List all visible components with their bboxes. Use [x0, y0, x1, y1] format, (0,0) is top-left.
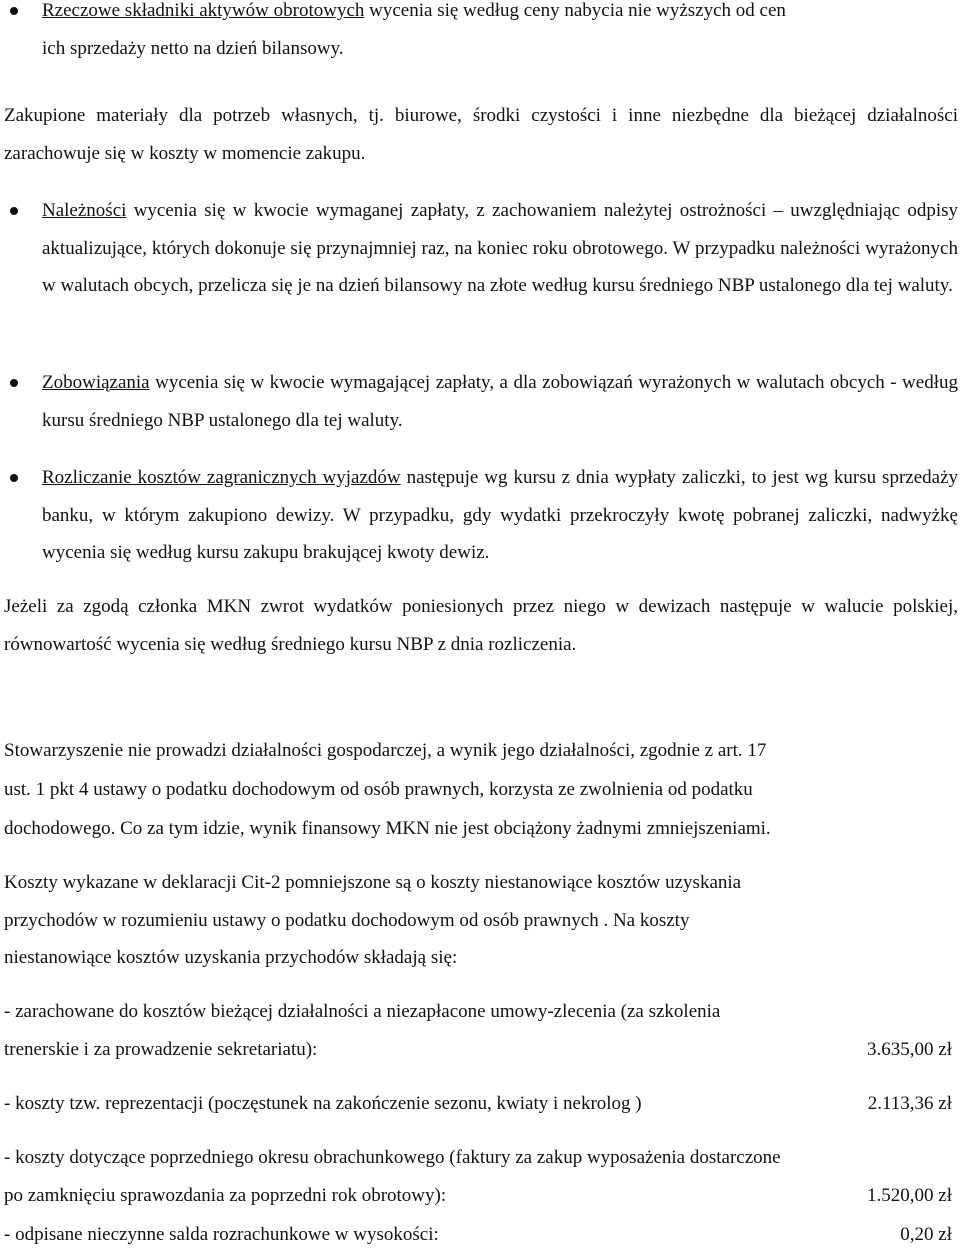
cost-item-inactive-balances: [4, 1216, 952, 1254]
cost-item-amount: 3.635,00 zł: [867, 1038, 952, 1060]
paragraph-association-line-1: Stowarzyszenie nie prowadzi działalności gospodarczej, a wynik jego działalności, zgodnie z art. 17: [4, 740, 767, 761]
bullet-current-assets-continuation: ich sprzedaży netto na dzień bilansowy.: [42, 38, 344, 59]
bullet-text: następuje wg kursu z dnia wypłaty zaliczki, to jest wg kursu sprzedaży banku, w którym zakupiono dewizy. W przypadku, gdy wydatki przekroczyły kwotę pobranej zaliczki, nadwyżkę wycenia się według kursu zakupu brakującej kwoty dewiz.: [42, 467, 958, 563]
cost-item-amount: 0,20 zł: [900, 1224, 952, 1245]
paragraph-costs-line-2: przychodów w rozumieniu ustawy o podatku dochodowym od osób prawnych . Na koszty: [4, 910, 690, 931]
bullet-dot-icon: [10, 474, 18, 482]
bullet-receivables: [42, 192, 958, 305]
cost-item-amount: 1.520,00 zł: [867, 1184, 952, 1206]
bullet-dot-icon: [10, 207, 18, 215]
bullet-lead: Zobowiązania: [42, 372, 150, 393]
cost-item-text: - koszty tzw. reprezentacji (poczęstunek na zakończenie sezonu, kwiaty i nekrolog ): [4, 1093, 642, 1114]
paragraph-costs-line-3: niestanowiące kosztów uzyskania przychodów składają się:: [4, 947, 458, 968]
cost-item-text: - koszty dotyczące poprzedniego okresu obrachunkowego (faktury za zakup wyposażenia dostarczone: [4, 1147, 781, 1168]
bullet-dot-icon: [10, 7, 18, 15]
bullet-dot-icon: [10, 379, 18, 387]
paragraph-materials: Zakupione materiały dla potrzeb własnych, tj. biurowe, środki czystości i inne niezbędne dla bieżącej działalności zarachowuje się w koszty w momencie zakupu.: [4, 105, 958, 164]
paragraph-costs-line-1: Koszty wykazane w deklaracji Cit-2 pomniejszone są o koszty niestanowiące kosztów uzyskania: [4, 872, 742, 893]
paragraph-association-line-3: dochodowego. Co za tym idzie, wynik finansowy MKN nie jest obciążony żadnymi zmniejszeniami.: [4, 818, 771, 839]
bullet-lead: Należności: [42, 200, 127, 221]
bullet-lead: Rzeczowe składniki aktywów obrotowych: [42, 0, 365, 21]
paragraph-association-line-2: ust. 1 pkt 4 ustawy o podatku dochodowym od osób prawnych, korzysta ze zwolnienia od podatku: [4, 779, 753, 800]
cost-item-text: - odpisane nieczynne salda rozrachunkowe w wysokości:: [4, 1224, 439, 1245]
cost-item-text: - zarachowane do kosztów bieżącej działalności a niezapłacone umowy-zlecenia (za szkolenia: [4, 1001, 721, 1022]
cost-item-text: trenerskie i za prowadzenie sekretariatu): 3.635,00 zł: [4, 1031, 952, 1069]
bullet-foreign-trips: [42, 459, 958, 572]
bullet-current-assets: [42, 0, 960, 30]
cost-item-amount: 2.113,36 zł: [867, 1093, 952, 1114]
cost-item-text: po zamknięciu sprawozdania za poprzedni rok obrotowy): 1.520,00 zł: [4, 1177, 952, 1215]
cost-item-contracts: [4, 993, 952, 1068]
cost-item-previous-period: [4, 1139, 952, 1214]
bullet-lead: Rozliczanie kosztów zagranicznych wyjazdów: [42, 467, 401, 488]
cost-item-representation: [4, 1085, 952, 1123]
bullet-liabilities: [42, 364, 958, 439]
bullet-text: wycenia się w kwocie wymagającej zapłaty, a dla zobowiązań wyrażonych w walutach obcych - według kursu średniego NBP ustalonego dla tej waluty.: [42, 372, 958, 431]
bullet-text: wycenia się w kwocie wymaganej zapłaty, z zachowaniem należytej ostrożności – uwzględniając odpisy aktualizujące, których dokonuje się przynajmniej raz, na koniec roku obrotowego. W przypadku należności wyrażonych w walutach obcych, przelicza się je na dzień bilansowy na złote według kursu średniego NBP ustalonego dla tej waluty.: [42, 200, 958, 296]
paragraph-mkn-refund: Jeżeli za zgodą członka MKN zwrot wydatków poniesionych przez niego w dewizach następuje w walucie polskiej, równowartość wycenia się według średniego kursu NBP z dnia rozliczenia.: [4, 596, 958, 655]
bullet-text: wycenia się według ceny nabycia nie wyższych od cen: [364, 0, 786, 21]
